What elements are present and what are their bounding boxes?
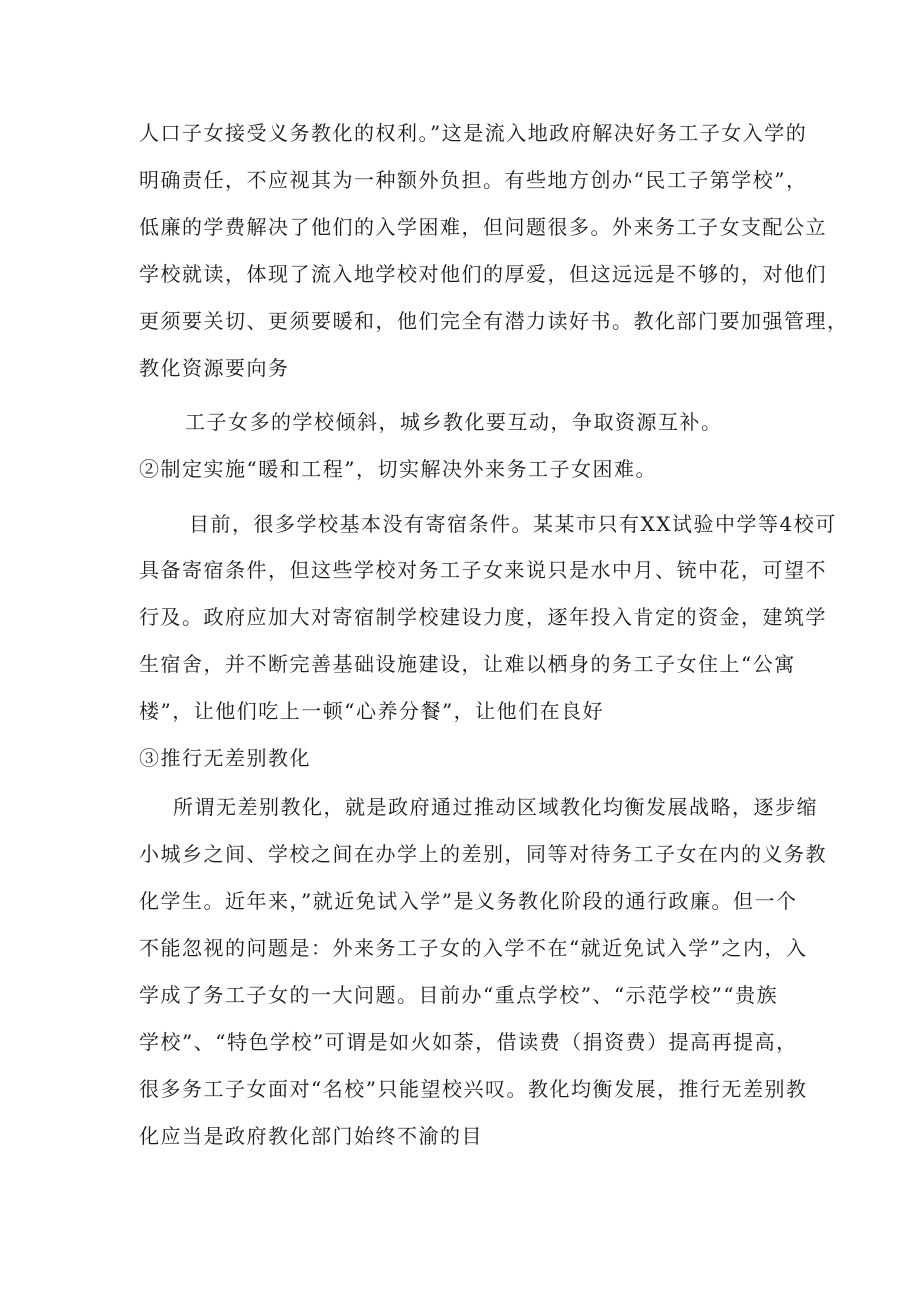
text-line-7: 工子女多的学校倾斜，城乡教化要互动，争取资源互补。 [185,410,723,434]
text-line-13: 楼”，让他们吃上一顿“心养分餐”，让他们在良好 [139,699,605,723]
text-line-2: 明确责任，不应视其为一种额外负担。有些地方创办“民工子第学校”， [139,168,808,192]
text-line-11: 行及。政府应加大对寄宿制学校建设力度，逐年投入肯定的资金，建筑学 [139,605,827,629]
text-line-4: 学校就读，体现了流入地学校对他们的厚爱，但这远远是不够的，对他们 [139,262,827,286]
text-line-15: 所谓无差别教化，就是政府通过推动区域教化均衡发展战略，逐步缩 [173,795,818,819]
text-line-1: 人口子女接受义务教化的权利。”这是流入地政府解决好务工子女入学的 [139,121,808,145]
text-line-16: 小城乡之间、学校之间在办学上的差别，同等对待务工子女在内的义务教 [139,842,827,866]
text-line-12: 生宿舍，并不断完善基础设施建设，让难以栖身的务工子女住上“公寓 [139,652,796,676]
text-line-5: 更须要关切、更须要暖和，他们完全有潜力读好书。教化部门要加强管理， [139,309,849,333]
text-line-3: 低廉的学费解决了他们的入学困难，但问题很多。外来务工子女支配公立 [139,215,827,239]
text-line-21: 很多务工子女面对“名校”只能望校兴叹。教化均衡发展，推行无差别教 [139,1077,808,1101]
text-line-10: 具备寄宿条件，但这些学校对务工子女来说只是水中月、铳中花，可望不 [139,558,827,582]
section-heading-2: ②制定实施“暖和工程”，切实解决外来务工子女困难。 [139,457,657,481]
text-line-19: 学成了务工子女的一大问题。目前办“重点学校”、“示范学校”“贵族 [139,983,779,1007]
text-line-17: 化学生。近年来，”就近免试入学”是义务教化阶段的通行政廉。但一个 [139,889,798,913]
text-line-6: 教化资源要向务 [139,356,290,380]
section-heading-3: ③推行无差别教化 [139,746,311,770]
text-line-18: 不能忽视的问题是：外来务工子女的入学不在“就近免试入学”之内，入 [139,936,808,960]
text-line-9: 目前，很多学校基本没有寄宿条件。某某市只有XX试验中学等4校可 [189,512,837,536]
text-line-22: 化应当是政府教化部门始终不渝的目 [139,1124,483,1148]
text-line-20: 学校”、“特色学校”可谓是如火如荼，借读费（捐资费）提高再提高， [139,1030,798,1054]
